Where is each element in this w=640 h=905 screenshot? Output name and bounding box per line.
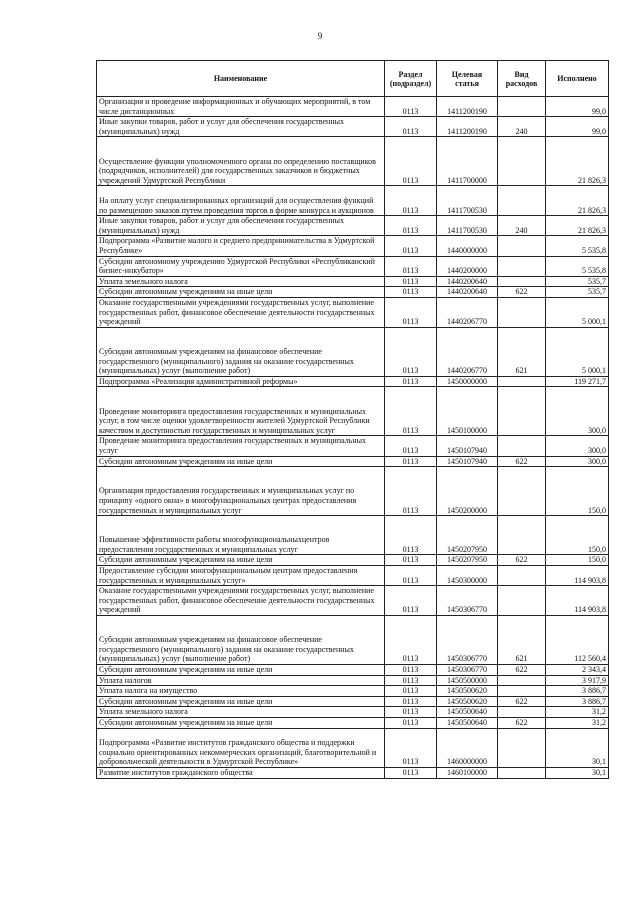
table-row — [97, 236, 609, 256]
cell-amount: 5 000,1 — [546, 327, 609, 376]
cell-name: Повышение эффективности работы многофункциональныхцентров предоставления государственных и муниципальных услуг — [97, 516, 385, 555]
cell-section: 0113 — [385, 97, 437, 117]
cell-article: 1450207950 — [437, 516, 498, 555]
cell-type — [498, 387, 546, 436]
cell-type — [498, 586, 546, 616]
cell-article: 1440200640 — [437, 276, 498, 287]
cell-section: 0113 — [385, 516, 437, 555]
cell-section: 0113 — [385, 236, 437, 256]
cell-article: 1450100000 — [437, 387, 498, 436]
cell-type: 240 — [498, 216, 546, 236]
cell-name: Уплата земельного налога — [97, 707, 385, 718]
cell-section: 0113 — [385, 387, 437, 436]
cell-name: Субсидии автономным учреждениям на иные цели — [97, 555, 385, 566]
cell-section: 0113 — [385, 456, 437, 467]
cell-type — [498, 516, 546, 555]
cell-amount: 21 826,3 — [546, 137, 609, 186]
table-row — [97, 707, 609, 718]
cell-article: 1440200640 — [437, 287, 498, 298]
cell-type: 622 — [498, 555, 546, 566]
cell-type — [498, 236, 546, 256]
cell-name: Развитие институтов гражданского общества — [97, 768, 385, 779]
cell-article: 1450306770 — [437, 616, 498, 665]
cell-name: Иные закупки товаров, работ и услуг для обеспечения государственных (муниципальных) нужд — [97, 216, 385, 236]
cell-section: 0113 — [385, 256, 437, 276]
cell-amount: 112 560,4 — [546, 616, 609, 665]
cell-article: 1411700530 — [437, 186, 498, 216]
cell-type — [498, 186, 546, 216]
cell-type — [498, 707, 546, 718]
cell-name: Субсидии автономным учреждениям на финансовое обеспечение государственного (муниципального) задания на оказание государственных (муниципальных) услуг (выполнение работ) — [97, 327, 385, 376]
cell-article: 1460100000 — [437, 768, 498, 779]
cell-type — [498, 256, 546, 276]
cell-section: 0113 — [385, 216, 437, 236]
cell-name: Иные закупки товаров, работ и услуг для обеспечения государственных (муниципальных) нужд — [97, 117, 385, 137]
table-row — [97, 276, 609, 287]
table-row — [97, 117, 609, 137]
cell-amount: 31,2 — [546, 718, 609, 729]
cell-amount: 150,0 — [546, 555, 609, 566]
budget-table — [96, 60, 609, 779]
table-row — [97, 456, 609, 467]
table-row — [97, 616, 609, 665]
cell-amount: 300,0 — [546, 436, 609, 456]
cell-article: 1450500620 — [437, 686, 498, 697]
cell-amount: 30,1 — [546, 728, 609, 767]
cell-amount: 5 535,8 — [546, 236, 609, 256]
table-row — [97, 566, 609, 586]
cell-name: Организация и проведение информационных и обучающих мероприятий, в том числе дистанционных — [97, 97, 385, 117]
table-row — [97, 696, 609, 707]
cell-amount: 150,0 — [546, 516, 609, 555]
table-row — [97, 586, 609, 616]
table-row — [97, 516, 609, 555]
cell-type: 622 — [498, 665, 546, 676]
cell-type: 621 — [498, 327, 546, 376]
cell-section: 0113 — [385, 566, 437, 586]
table-row — [97, 97, 609, 117]
cell-amount: 30,1 — [546, 768, 609, 779]
header-section: Раздел (подраздел) — [385, 61, 437, 97]
cell-article: 1460000000 — [437, 728, 498, 767]
cell-amount: 5 535,8 — [546, 256, 609, 276]
cell-article: 1440000000 — [437, 236, 498, 256]
table-row — [97, 768, 609, 779]
cell-type: 622 — [498, 456, 546, 467]
cell-section: 0113 — [385, 718, 437, 729]
table-row — [97, 675, 609, 686]
cell-section: 0113 — [385, 696, 437, 707]
cell-article: 1411200190 — [437, 117, 498, 137]
table-header-row — [97, 61, 609, 97]
cell-name: Субсидии автономным учреждениям на финансовое обеспечение государственного (муниципального) задания на оказание государственных (муниципальных) услуг (выполнение работ) — [97, 616, 385, 665]
header-name: Наименование — [97, 61, 385, 97]
table-row — [97, 297, 609, 327]
cell-name: Уплата налогов — [97, 675, 385, 686]
cell-article: 1440206770 — [437, 327, 498, 376]
cell-type — [498, 467, 546, 516]
cell-amount: 3 917,9 — [546, 675, 609, 686]
cell-type: 622 — [498, 696, 546, 707]
cell-section: 0113 — [385, 665, 437, 676]
cell-type — [498, 376, 546, 387]
cell-amount: 114 903,8 — [546, 566, 609, 586]
cell-section: 0113 — [385, 287, 437, 298]
cell-section: 0113 — [385, 586, 437, 616]
table-row — [97, 137, 609, 186]
cell-section: 0113 — [385, 675, 437, 686]
cell-amount: 300,0 — [546, 456, 609, 467]
table-row — [97, 376, 609, 387]
cell-type: 621 — [498, 616, 546, 665]
cell-name: Уплата налога на имущество — [97, 686, 385, 697]
table-row — [97, 718, 609, 729]
table-row — [97, 186, 609, 216]
cell-article: 1411700530 — [437, 216, 498, 236]
cell-article: 1450207950 — [437, 555, 498, 566]
cell-type — [498, 675, 546, 686]
cell-section: 0113 — [385, 616, 437, 665]
cell-amount: 99,0 — [546, 117, 609, 137]
cell-name: Уплата земельного налога — [97, 276, 385, 287]
cell-amount: 31,2 — [546, 707, 609, 718]
table-row — [97, 216, 609, 236]
cell-amount: 3 886,7 — [546, 686, 609, 697]
cell-section: 0113 — [385, 376, 437, 387]
cell-name: Проведение мониторинга предоставления государственных и муниципальных услуг, в том числе оценки удовлетворенности жителей Удмуртской Республики качеством и доступностью государственных и муниципальных услуг — [97, 387, 385, 436]
cell-type — [498, 297, 546, 327]
cell-type — [498, 768, 546, 779]
table-row — [97, 555, 609, 566]
cell-amount: 535,7 — [546, 287, 609, 298]
cell-article: 1450500640 — [437, 707, 498, 718]
cell-article: 1440206770 — [437, 297, 498, 327]
cell-section: 0113 — [385, 686, 437, 697]
cell-amount: 3 886,7 — [546, 696, 609, 707]
cell-amount: 21 826,3 — [546, 216, 609, 236]
cell-section: 0113 — [385, 186, 437, 216]
cell-article: 1450107940 — [437, 456, 498, 467]
cell-type — [498, 276, 546, 287]
cell-amount: 114 903,8 — [546, 586, 609, 616]
cell-article: 1450300000 — [437, 566, 498, 586]
cell-name: На оплату услуг специализированных организаций для осуществления функций по размещению заказов путем проведения торгов в форме конкурса и аукционов — [97, 186, 385, 216]
cell-article: 1411700000 — [437, 137, 498, 186]
cell-amount: 21 826,3 — [546, 186, 609, 216]
page-number: 9 — [317, 31, 323, 41]
cell-amount: 119 271,7 — [546, 376, 609, 387]
header-amount: Исполнено — [546, 61, 609, 97]
cell-article: 1450000000 — [437, 376, 498, 387]
table-row — [97, 256, 609, 276]
cell-name: Субсидии автономным учреждениям на иные цели — [97, 696, 385, 707]
cell-type — [498, 728, 546, 767]
cell-type: 240 — [498, 117, 546, 137]
cell-amount: 2 343,4 — [546, 665, 609, 676]
cell-section: 0113 — [385, 117, 437, 137]
table-row — [97, 287, 609, 298]
cell-name: Субсидии автономным учреждениям на иные цели — [97, 456, 385, 467]
cell-type — [498, 97, 546, 117]
cell-amount: 5 000,1 — [546, 297, 609, 327]
cell-article: 1450500640 — [437, 718, 498, 729]
cell-name: Подпрограмма «Развитие институтов гражданского общества и поддержки социально ориентированных некоммерческих организаций, благотворительной и добровольческой деятельности в Удмуртской Республике» — [97, 728, 385, 767]
table-row — [97, 728, 609, 767]
table-row — [97, 387, 609, 436]
cell-section: 0113 — [385, 467, 437, 516]
table-row — [97, 467, 609, 516]
cell-type — [498, 566, 546, 586]
cell-article: 1411200190 — [437, 97, 498, 117]
cell-name: Оказание государственными учреждениями государственных услуг, выполнение государственных работ, финансовое обеспечение деятельности государственных учреждений — [97, 586, 385, 616]
cell-article: 1450306770 — [437, 665, 498, 676]
table-body — [97, 97, 609, 779]
table-row — [97, 327, 609, 376]
cell-section: 0113 — [385, 327, 437, 376]
cell-amount: 535,7 — [546, 276, 609, 287]
cell-amount: 150,0 — [546, 467, 609, 516]
cell-section: 0113 — [385, 555, 437, 566]
cell-name: Субсидии автономному учреждению Удмуртской Республики «Республиканский бизнес-инкубатор» — [97, 256, 385, 276]
cell-name: Подпрограмма «Развитие малого и среднего предпринимательства в Удмуртской Республике» — [97, 236, 385, 256]
cell-type — [498, 436, 546, 456]
cell-section: 0113 — [385, 297, 437, 327]
cell-name: Осуществление функции уполномоченного органа по определению поставщиков (подрядчиков, исполнителей) для государственных заказчиков и бюджетных учреждений Удмуртской Республики — [97, 137, 385, 186]
cell-name: Предоставление субсидии многофункциональным центрам предоставления государственных и муниципальных услуг» — [97, 566, 385, 586]
cell-name: Организация предоставления государственных и муниципальных услуг по принципу «одного окна» в многофункциональных центрах предоставления государственных и муниципальных услуг — [97, 467, 385, 516]
cell-type: 622 — [498, 718, 546, 729]
cell-section: 0113 — [385, 728, 437, 767]
header-article: Целевая статья — [437, 61, 498, 97]
table-row — [97, 686, 609, 697]
cell-article: 1450500620 — [437, 696, 498, 707]
cell-name: Подпрограмма «Реализация административной реформы» — [97, 376, 385, 387]
cell-type — [498, 137, 546, 186]
header-type: Вид расходов — [498, 61, 546, 97]
cell-article: 1450107940 — [437, 436, 498, 456]
cell-name: Субсидии автономным учреждениям на иные цели — [97, 287, 385, 298]
cell-name: Оказание государственными учреждениями государственных услуг, выполнение государственных работ, финансовое обеспечение деятельности государственных учреждений — [97, 297, 385, 327]
cell-section: 0113 — [385, 436, 437, 456]
cell-article: 1450200000 — [437, 467, 498, 516]
cell-name: Проведение мониторинга предоставления государственных и муниципальных услуг — [97, 436, 385, 456]
cell-section: 0113 — [385, 137, 437, 186]
cell-article: 1450306770 — [437, 586, 498, 616]
cell-type: 622 — [498, 287, 546, 298]
cell-type — [498, 686, 546, 697]
cell-name: Субсидии автономным учреждениям на иные цели — [97, 718, 385, 729]
cell-name: Субсидии автономным учреждениям на иные цели — [97, 665, 385, 676]
cell-amount: 300,0 — [546, 387, 609, 436]
table-row — [97, 665, 609, 676]
cell-article: 1440200000 — [437, 256, 498, 276]
cell-article: 1450500000 — [437, 675, 498, 686]
cell-section: 0113 — [385, 276, 437, 287]
cell-amount: 99,0 — [546, 97, 609, 117]
cell-section: 0113 — [385, 768, 437, 779]
table-row — [97, 436, 609, 456]
cell-section: 0113 — [385, 707, 437, 718]
